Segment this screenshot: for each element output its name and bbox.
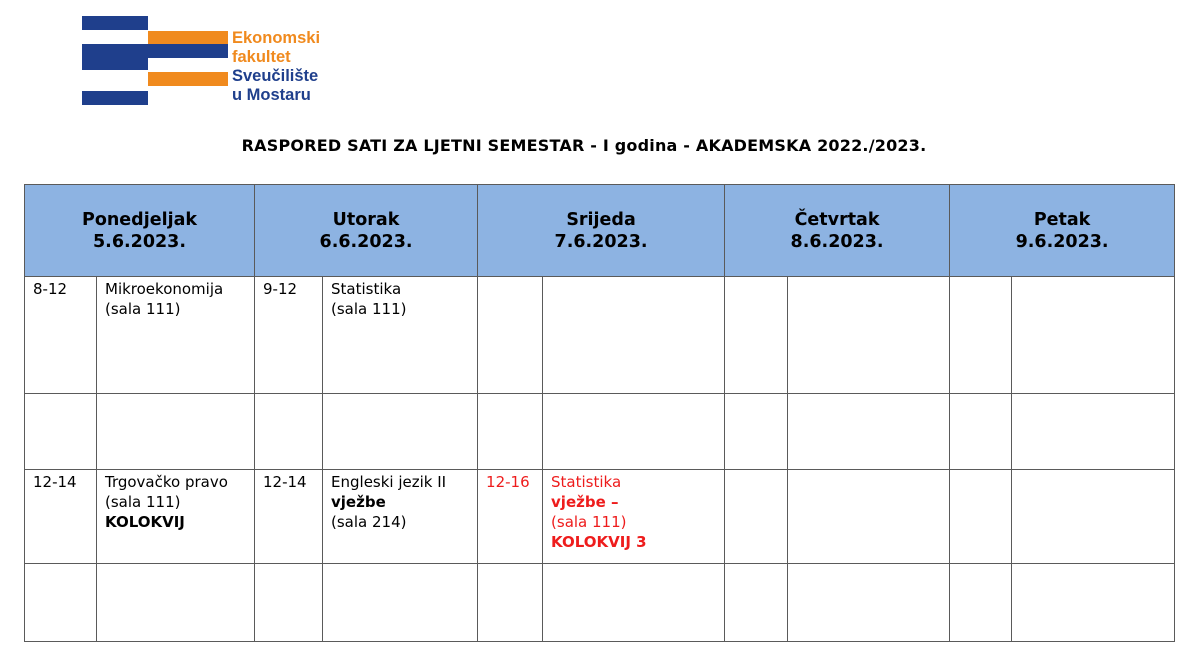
course-cell (97, 394, 255, 470)
day-name: Utorak (332, 209, 400, 230)
day-date: 5.6.2023. (93, 231, 187, 252)
day-header (725, 185, 950, 277)
time-cell (950, 470, 1012, 564)
day-date: 8.6.2023. (790, 231, 884, 252)
time-cell (478, 394, 543, 470)
course-cell (543, 564, 725, 642)
course-room: (sala 111) (105, 493, 181, 511)
time-cell (725, 564, 788, 642)
course-subject: Engleski jezik II (331, 473, 447, 491)
course-type: vježbe (331, 493, 386, 511)
logo-line: u Mostaru (232, 86, 311, 104)
course-cell (97, 277, 255, 394)
time-cell (478, 564, 543, 642)
day-header (255, 185, 478, 277)
table-row (25, 470, 1175, 564)
faculty-logo (82, 16, 342, 108)
course-cell (1012, 277, 1175, 394)
day-header (950, 185, 1175, 277)
time-text: 12-14 (33, 473, 77, 491)
day-header (478, 185, 725, 277)
time-text: 8-12 (33, 280, 68, 298)
course-room: (sala 214) (331, 513, 407, 531)
course-cell (323, 564, 478, 642)
day-date: 9.6.2023. (1015, 231, 1109, 252)
time-cell (25, 277, 97, 394)
course-cell (97, 564, 255, 642)
course-subject: Trgovačko pravo (105, 473, 228, 491)
page-title: RASPORED SATI ZA LJETNI SEMESTAR - I godina - AKADEMSKA 2022./2023. (241, 136, 927, 155)
time-cell (255, 394, 323, 470)
course-room: (sala 111) (331, 300, 407, 318)
time-cell (725, 277, 788, 394)
time-text: 9-12 (263, 280, 298, 298)
day-header (25, 185, 255, 277)
course-cell (788, 277, 950, 394)
logo-text (232, 29, 320, 105)
time-cell (725, 394, 788, 470)
course-cell (323, 394, 478, 470)
time-cell (950, 277, 1012, 394)
logo-line: fakultet (232, 48, 291, 66)
course-subject: Statistika (551, 473, 622, 491)
table-row (25, 394, 1175, 470)
course-cell (788, 564, 950, 642)
day-name: Ponedjeljak (82, 209, 198, 230)
course-cell (543, 277, 725, 394)
course-note: KOLOKVIJ (105, 513, 185, 531)
course-cell (788, 470, 950, 564)
time-cell (950, 394, 1012, 470)
course-room: (sala 111) (551, 513, 627, 531)
logo-stripe (82, 56, 148, 70)
course-cell (323, 470, 478, 564)
day-name: Petak (1033, 209, 1091, 230)
time-cell (478, 277, 543, 394)
course-cell (543, 394, 725, 470)
logo-stripe (82, 91, 148, 105)
time-cell (478, 470, 543, 564)
course-cell (788, 394, 950, 470)
course-type: vježbe – (551, 493, 619, 511)
time-cell (725, 470, 788, 564)
course-note: KOLOKVIJ 3 (551, 533, 647, 551)
logo-stripe (148, 72, 228, 86)
course-cell (1012, 564, 1175, 642)
time-text: 12-14 (263, 473, 307, 491)
table-row (25, 277, 1175, 394)
time-cell (25, 564, 97, 642)
time-cell (25, 394, 97, 470)
time-cell (255, 277, 323, 394)
time-cell (255, 564, 323, 642)
time-text: 12-16 (486, 473, 530, 491)
time-cell (950, 564, 1012, 642)
table-row (25, 564, 1175, 642)
course-cell (323, 277, 478, 394)
logo-stripe (148, 31, 228, 45)
course-subject: Statistika (331, 280, 402, 298)
course-cell (1012, 394, 1175, 470)
schedule-table (24, 184, 1175, 642)
day-header-row (25, 185, 1175, 277)
logo-line: Ekonomski (232, 29, 321, 47)
course-cell (1012, 470, 1175, 564)
day-date: 6.6.2023. (319, 231, 413, 252)
course-room: (sala 111) (105, 300, 181, 318)
course-cell (543, 470, 725, 564)
logo-stripe (82, 16, 148, 30)
day-name: Srijeda (566, 209, 636, 230)
logo-line: Sveučilište (232, 67, 319, 85)
day-name: Četvrtak (794, 209, 880, 230)
time-cell (25, 470, 97, 564)
time-cell (255, 470, 323, 564)
course-cell (97, 470, 255, 564)
day-date: 7.6.2023. (554, 231, 648, 252)
course-subject: Mikroekonomija (105, 280, 224, 298)
